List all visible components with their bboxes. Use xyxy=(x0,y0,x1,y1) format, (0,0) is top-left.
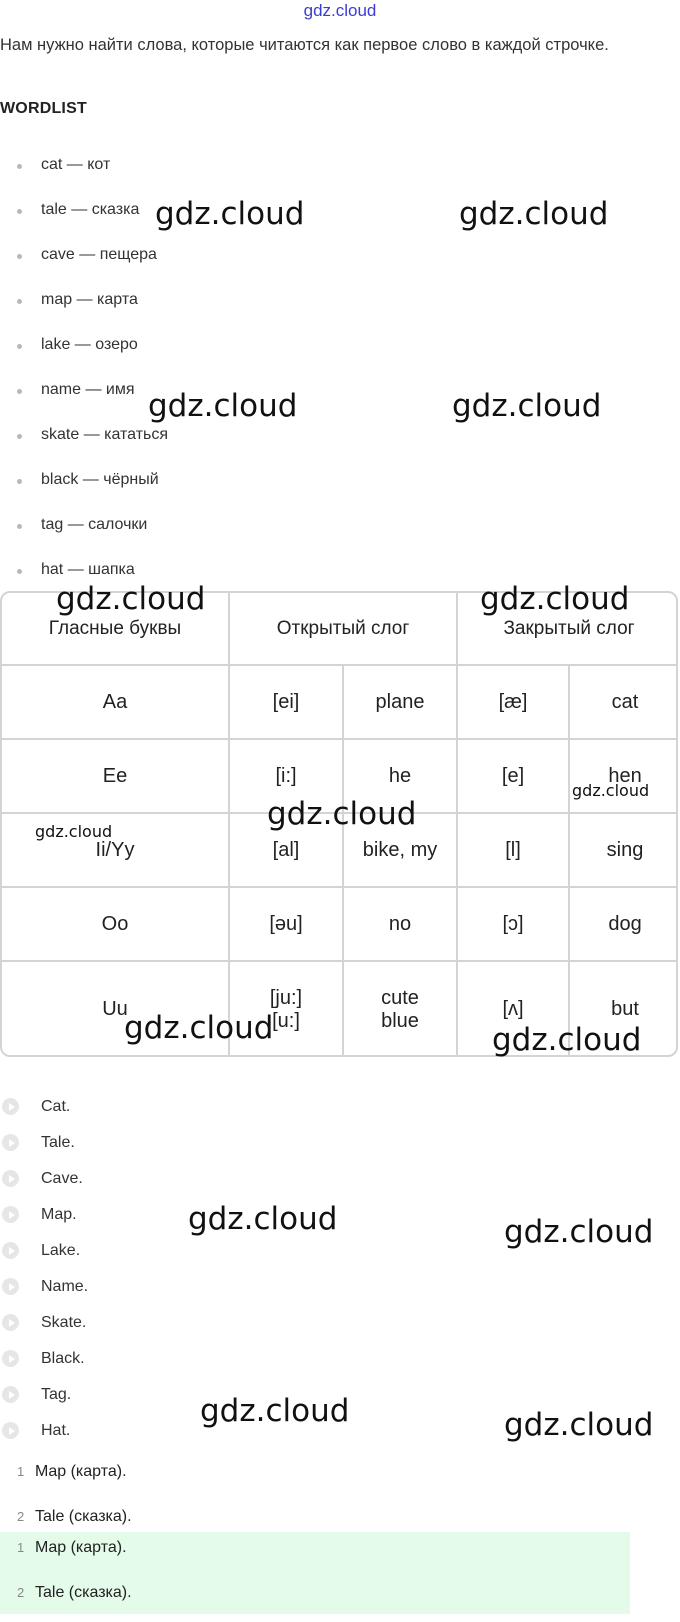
cell-letter: Ee xyxy=(2,739,229,813)
watermark: gdz.cloud xyxy=(452,388,602,424)
cell-open-word xyxy=(343,961,457,1057)
list-item: name — имя xyxy=(0,373,400,418)
answer-text: Map. xyxy=(41,1206,77,1223)
watermark: gdz.cloud xyxy=(492,1022,642,1058)
play-icon[interactable] xyxy=(2,1206,19,1223)
cell-closed-word: but xyxy=(569,961,678,1057)
watermark: gdz.cloud xyxy=(35,822,113,841)
cell-open-word: bike, my xyxy=(343,813,457,887)
cell-line: [ju:] xyxy=(269,986,303,1009)
item-text: Map (карта). xyxy=(35,1463,127,1480)
watermark: gdz.cloud xyxy=(480,581,630,617)
cell-closed-sound: [æ] xyxy=(457,665,569,739)
watermark: gdz.cloud xyxy=(124,1010,274,1046)
play-icon[interactable] xyxy=(2,1422,19,1439)
cell-line: [u:] xyxy=(272,1009,300,1032)
cell-letter: Uu xyxy=(2,961,229,1057)
cell-open-word: plane xyxy=(343,665,457,739)
item-number: 2 xyxy=(17,1585,25,1600)
answer-text: Tale. xyxy=(41,1134,75,1151)
watermark: gdz.cloud xyxy=(188,1201,338,1237)
cell-line: blue xyxy=(381,1009,419,1032)
watermark: gdz.cloud xyxy=(148,388,298,424)
item-number: 2 xyxy=(17,1509,25,1524)
answer-text: Cave. xyxy=(41,1170,83,1187)
numbered-answers-highlighted xyxy=(0,1532,630,1614)
watermark: gdz.cloud xyxy=(504,1214,654,1250)
item-number: 1 xyxy=(17,1540,25,1555)
list-item: skate — кататься xyxy=(0,418,400,463)
play-icon[interactable] xyxy=(2,1278,19,1295)
list-item xyxy=(0,1346,660,1382)
item-text: Tale (сказка). xyxy=(35,1508,132,1525)
header-open-syllable: Открытый слог xyxy=(229,593,457,665)
play-icon[interactable] xyxy=(2,1134,19,1151)
cell-closed-sound: [ʌ] xyxy=(457,961,569,1057)
cell-line: cute xyxy=(381,986,419,1009)
cell-open-sound: [al] xyxy=(229,813,343,887)
answer-text: Black. xyxy=(41,1350,85,1367)
list-item: lake — озеро xyxy=(0,328,400,373)
table-row xyxy=(2,665,678,739)
list-item: cave — пещера xyxy=(0,238,400,283)
watermark: gdz.cloud xyxy=(56,581,206,617)
play-icon[interactable] xyxy=(2,1170,19,1187)
cell-closed-word: cat xyxy=(569,665,678,739)
answer-text: Cat. xyxy=(41,1098,71,1115)
cell-open-word: he xyxy=(343,739,457,813)
cell-letter: Ii/Yy xyxy=(2,813,229,887)
cell-letter: Aa xyxy=(2,665,229,739)
intro-text: Нам нужно найти слова, которые читаются как первое слово в каждой строчке. xyxy=(0,36,609,54)
cell-closed-word: hen xyxy=(569,739,678,813)
cell-closed-sound: [ɔ] xyxy=(457,887,569,961)
cell-open-sound: [əu] xyxy=(229,887,343,961)
play-icon[interactable] xyxy=(2,1314,19,1331)
header-vowels: Гласные буквы xyxy=(2,593,229,665)
item-number: 1 xyxy=(17,1464,25,1479)
list-item xyxy=(0,1274,660,1310)
watermark: gdz.cloud xyxy=(504,1407,654,1443)
list-item: tag — салочки xyxy=(0,508,400,553)
watermark: gdz.cloud xyxy=(572,781,650,800)
list-item: black — чёрный xyxy=(0,463,400,508)
cell-open-word: no xyxy=(343,887,457,961)
list-item xyxy=(0,1094,660,1130)
list-item: map — карта xyxy=(0,283,400,328)
cell-letter: Oo xyxy=(2,887,229,961)
list-item: cat — кот xyxy=(0,148,400,193)
play-icon[interactable] xyxy=(2,1386,19,1403)
list-item xyxy=(0,1130,660,1166)
list-item xyxy=(0,1577,630,1622)
item-text: Tale (сказка). xyxy=(35,1584,132,1601)
list-item xyxy=(0,1456,630,1501)
watermark: gdz.cloud xyxy=(200,1393,350,1429)
cell-open-sound: [ei] xyxy=(229,665,343,739)
header-closed-syllable: Закрытый слог xyxy=(457,593,678,665)
cell-closed-word: sing xyxy=(569,813,678,887)
answer-text: Skate. xyxy=(41,1314,87,1331)
watermark: gdz.cloud xyxy=(155,196,305,232)
cell-closed-sound: [l] xyxy=(457,813,569,887)
answer-text: Name. xyxy=(41,1278,89,1295)
item-text: Map (карта). xyxy=(35,1539,127,1556)
cell-closed-sound: [e] xyxy=(457,739,569,813)
play-icon[interactable] xyxy=(2,1350,19,1367)
answer-text: Hat. xyxy=(41,1422,71,1439)
watermark: gdz.cloud xyxy=(267,796,417,832)
header-watermark: gdz.cloud xyxy=(303,1,377,20)
wordlist-heading: WORDLIST xyxy=(0,100,87,117)
cell-open-sound: [i:] xyxy=(229,739,343,813)
play-icon[interactable] xyxy=(2,1098,19,1115)
list-item xyxy=(0,1166,660,1202)
answer-text: Tag. xyxy=(41,1386,72,1403)
watermark: gdz.cloud xyxy=(459,196,609,232)
list-item xyxy=(0,1532,630,1577)
table-row xyxy=(2,887,678,961)
answer-text: Lake. xyxy=(41,1242,81,1259)
cell-closed-word: dog xyxy=(569,887,678,961)
list-item: tale — сказка xyxy=(0,193,400,238)
list-item: hat — шапка xyxy=(0,553,400,598)
list-item xyxy=(0,1310,660,1346)
play-icon[interactable] xyxy=(2,1242,19,1259)
